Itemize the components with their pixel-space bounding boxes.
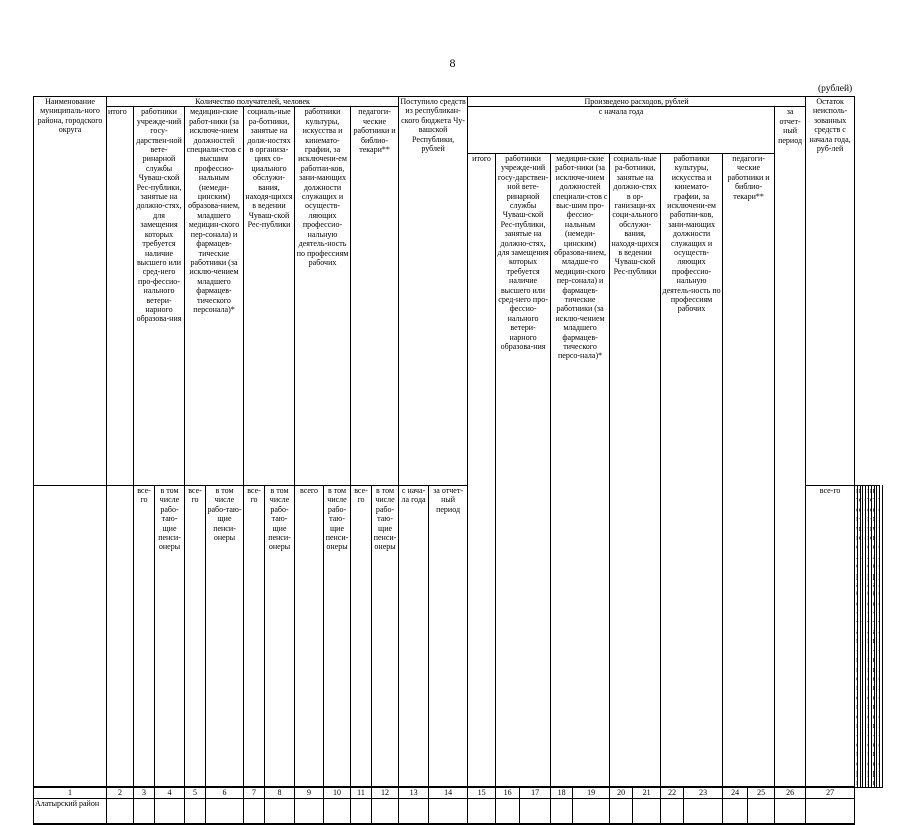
sub-incl-pensioners: в том числе рабо-таю-щие пенси-онеры xyxy=(155,485,185,787)
column-number: 5 xyxy=(185,787,206,798)
column-number: 19 xyxy=(573,787,610,798)
row-name: Алатырский район xyxy=(34,798,107,824)
header-group-spent: Произведено расходов, рублей xyxy=(468,97,806,107)
sub-incl-pensioners: в том числе рабо-таю-щие пенси-онеры xyxy=(372,485,399,787)
column-number: 7 xyxy=(244,787,265,798)
header-spent-vet: работники учрежде-ний госу-дарствен-ной вете-ринарной службы Чуваш-ской Рес-публики, занятые на должно-стях, для замещения которых требуется наличие высшего или сред-него про-фессио-нального ветери-нарного образова-ния xyxy=(496,153,551,787)
header-spent-ped: педагоги-ческие работники и библио-текари** xyxy=(723,153,775,787)
column-number: 4 xyxy=(155,787,185,798)
column-number: 6 xyxy=(206,787,244,798)
header-recipients-ped: педагоги-ческие работники и библио-текари** xyxy=(351,107,399,486)
sub-all: все-го xyxy=(244,485,265,787)
column-number: 26 xyxy=(775,787,806,798)
column-number: 10 xyxy=(324,787,351,798)
column-number: 20 xyxy=(610,787,633,798)
column-number: 9 xyxy=(295,787,324,798)
column-number: 12 xyxy=(372,787,399,798)
sub-since-start: с нача-ла года xyxy=(399,485,429,787)
sub-incl-pensioners: в том числе рабо-таю-щие пенси-онеры xyxy=(265,485,295,787)
column-number: 25 xyxy=(748,787,775,798)
sub-all: все-го xyxy=(134,485,155,787)
table-row xyxy=(34,798,883,824)
column-number: 15 xyxy=(468,787,496,798)
column-number: 2 xyxy=(107,787,134,798)
sub-all: все-го xyxy=(185,485,206,787)
header-recipients-social: социаль-ные ра-ботники, занятые на долж-ностях в организа-циях со-циального обслужи-вания, находя-щихся в ведении Чуваш-ской Рес-публики xyxy=(244,107,295,486)
header-col-name: Наименование муниципаль-ного района, городского округа xyxy=(34,97,107,486)
header-spent-total: итого xyxy=(468,153,496,787)
header-group-recipients: Количество получателей, человек xyxy=(107,97,399,107)
sub-incl-pensioners: в том числе рабо-таю-щие пенси-онеры xyxy=(206,485,244,787)
column-number: 11 xyxy=(351,787,372,798)
header-spent-culture: работники культуры, искусства и кинемато-графии, за исключени-ем работни-ков, зани-мающих должности служащих и осуществ-ляющих профессио-нальную деятель-ность по профессиям рабочих xyxy=(661,153,723,787)
sub-for-period: за отчет-ный период xyxy=(429,485,468,787)
sub-incl-pensioners: в том числе рабо-таю-щие пенси-онеры xyxy=(324,485,351,787)
sub-all: все-го xyxy=(351,485,372,787)
sub-all-full: всего xyxy=(295,485,324,787)
column-number: 17 xyxy=(520,787,551,798)
column-number: 14 xyxy=(429,787,468,798)
header-group-received: Поступило средств из республикан-ского бюджета Чу-вашской Республики, рублей xyxy=(400,97,466,154)
header-spent-med: медицин-ские работ-ники (за исключе-нием должностей специали-стов с выс-шим про-фессио-нальным (немеди-цинским) образова-нием, младше-го медицин-ского пер-сонала) и фармацев-тические работники (за исклю-чением младшего фармацев-тического персо-нала)* xyxy=(551,153,610,787)
column-number: 23 xyxy=(684,787,723,798)
header-col-remain: Остаток неисполь-зованных средств с начала года, руб-лей xyxy=(806,97,855,486)
header-recipients-total: итого xyxy=(107,107,134,486)
header-spent-social: социаль-ные ра-ботники, занятые на должно-стях в ор-ганизаци-ях соци-ального обслужи-вания, находя-щихся в ведении Чуваш-ской Рес-публики xyxy=(610,153,661,787)
column-number: 22 xyxy=(661,787,684,798)
header-recipients-med: медицин-ские работ-ники (за исключе-нием должностей специали-стов с высшим профессио-нальным (немеди-цинским) образова-нием, младшего медицин-ского пер-сонала) и фармацев-тические работники (за исклю-чением младшего фармацев-тического персонала)* xyxy=(185,107,244,486)
column-number: 18 xyxy=(551,787,573,798)
column-number: 16 xyxy=(496,787,520,798)
report-table xyxy=(33,96,883,825)
column-number: 24 xyxy=(723,787,748,798)
column-number: 8 xyxy=(265,787,295,798)
header-recipients-vet: работники учрежде-ний госу-дарствен-ной вете-ринарной службы Чуваш-ской Рес-публики, занятые на должно-стях, для замещения которых требуется наличие высшего или сред-него про-фессио-нального ветери-нарного образова-ния xyxy=(134,107,185,486)
header-for-period: за отчет-ный период xyxy=(775,107,806,788)
column-number: 13 xyxy=(399,787,429,798)
column-number: 21 xyxy=(633,787,661,798)
header-recipients-culture: работники культуры, искусства и кинемато-графии, за исключени-ем работни-ков, зани-мающих должности служащих и осуществ-ляющих профессио-нальную деятель-ность по профессиям рабочих xyxy=(295,107,351,486)
header-since-year-start: с начала года xyxy=(468,107,775,154)
sub-all: все-го xyxy=(806,485,855,787)
column-number: 3 xyxy=(134,787,155,798)
page-number: 8 xyxy=(449,56,456,70)
column-number: 27 xyxy=(806,787,855,798)
column-number: 1 xyxy=(34,787,107,798)
unit-note: (рублей) xyxy=(818,84,853,94)
